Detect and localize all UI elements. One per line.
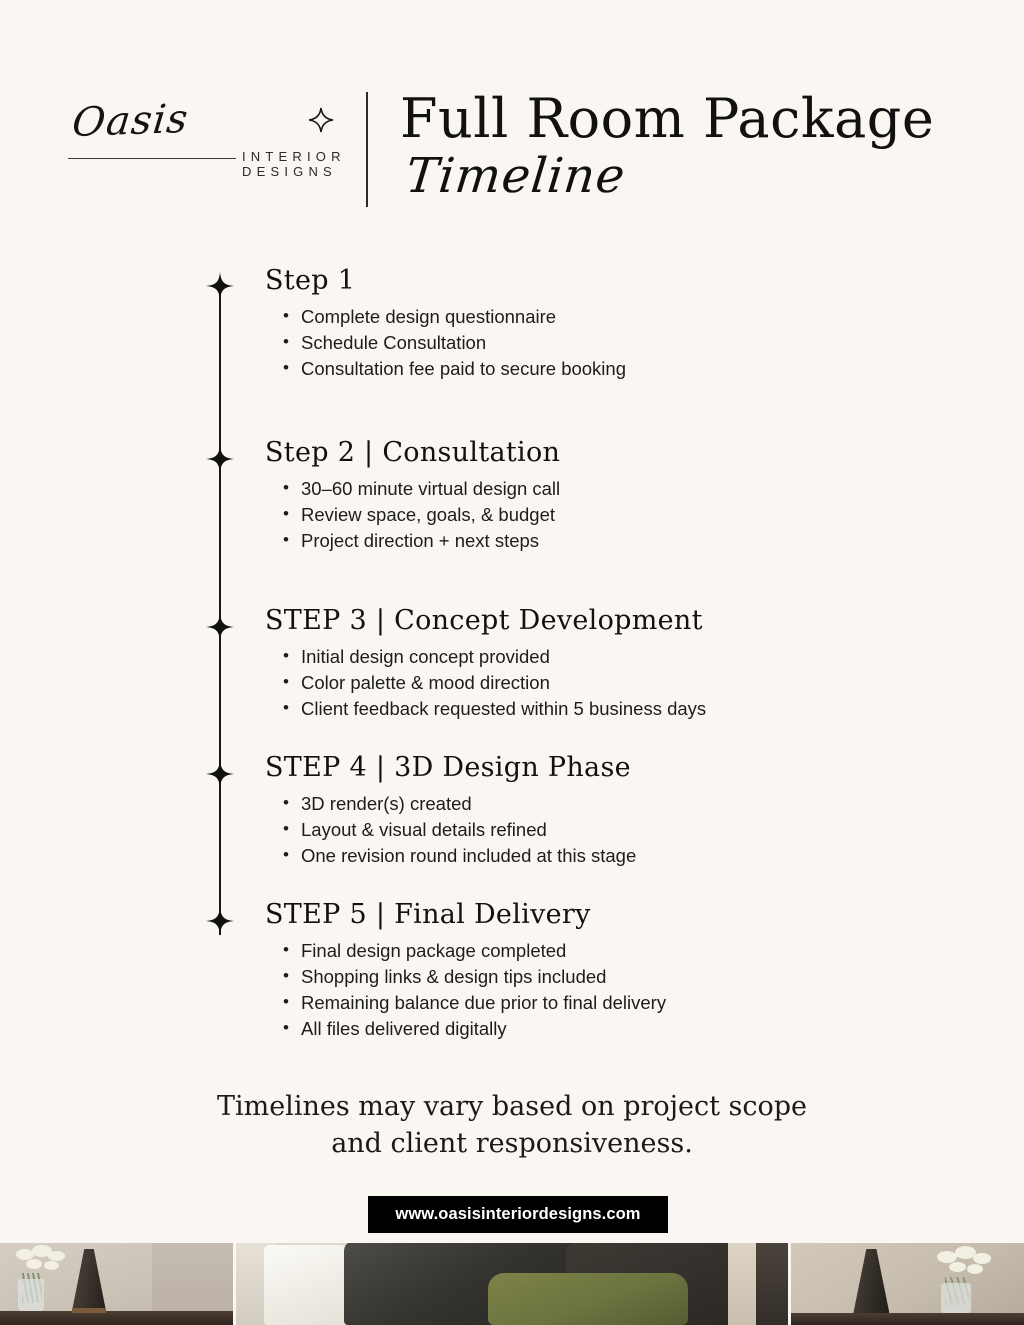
- list-item: • Final design package completed: [265, 938, 1024, 964]
- step-title: Step 2 | Consultation: [265, 437, 561, 468]
- list-item: • Project direction + next steps: [265, 528, 1024, 554]
- disclaimer-line-1: Timelines may vary based on project scope: [216, 1091, 808, 1122]
- step-title: STEP 5 | Final Delivery: [265, 899, 591, 930]
- list-item: • Consultation fee paid to secure booking: [265, 356, 1024, 382]
- four-point-star-icon: [206, 760, 234, 788]
- list-item: • Schedule Consultation: [265, 330, 1024, 356]
- list-item: • 3D render(s) created: [265, 791, 1024, 817]
- four-point-star-icon: [206, 907, 234, 935]
- timeline-step: [0, 266, 1024, 382]
- header-divider: [366, 92, 368, 207]
- timeline-step: [0, 438, 1024, 554]
- step-bullet-list: [265, 791, 1024, 869]
- list-item: • Review space, goals, & budget: [265, 502, 1024, 528]
- four-point-star-icon: [308, 107, 334, 133]
- list-item: • One revision round included at this stage: [265, 843, 1024, 869]
- step-title: Step 1: [265, 265, 356, 296]
- timeline-step: [0, 753, 1024, 869]
- step-bullet-list: [265, 476, 1024, 554]
- step-bullet-list: [265, 938, 1024, 1042]
- brand-logo-subtitle: INTERIOR DESIGNS: [242, 149, 346, 179]
- list-item: • All files delivered digitally: [265, 1016, 1024, 1042]
- list-item: • Client feedback requested within 5 business days: [265, 696, 1024, 722]
- four-point-star-icon: [206, 613, 234, 641]
- timeline-step: [0, 900, 1024, 1042]
- photo-sofa-pillows: [236, 1243, 789, 1325]
- page-title: [400, 87, 1000, 204]
- brand-logo-rule: [68, 158, 236, 159]
- step-bullet-list: [265, 644, 1024, 722]
- four-point-star-icon: [206, 272, 234, 300]
- step-bullet-list: [265, 304, 1024, 382]
- four-point-star-icon: [206, 445, 234, 473]
- page-header: [0, 0, 1024, 230]
- photo-interior-console-flowers: [791, 1243, 1024, 1325]
- list-item: • Color palette & mood direction: [265, 670, 1024, 696]
- list-item: • 30–60 minute virtual design call: [265, 476, 1024, 502]
- photo-strip: [0, 1243, 1024, 1325]
- page-title-main: Full Room Package: [400, 87, 935, 150]
- list-item: • Complete design questionnaire: [265, 304, 1024, 330]
- disclaimer-note: [0, 1088, 1024, 1162]
- list-item: • Layout & visual details refined: [265, 817, 1024, 843]
- step-title: STEP 3 | Concept Development: [265, 605, 703, 636]
- step-title: STEP 4 | 3D Design Phase: [265, 752, 631, 783]
- timeline-step: [0, 606, 1024, 722]
- photo-interior-console-table: [0, 1243, 233, 1325]
- disclaimer-line-2: and client responsiveness.: [331, 1128, 693, 1159]
- brand-logo-script: Oasis: [70, 95, 191, 146]
- website-url-badge[interactable]: www.oasisinteriordesigns.com: [368, 1196, 668, 1233]
- list-item: • Remaining balance due prior to final delivery: [265, 990, 1024, 1016]
- list-item: • Initial design concept provided: [265, 644, 1024, 670]
- list-item: • Shopping links & design tips included: [265, 964, 1024, 990]
- page-title-script: Timeline: [403, 148, 629, 204]
